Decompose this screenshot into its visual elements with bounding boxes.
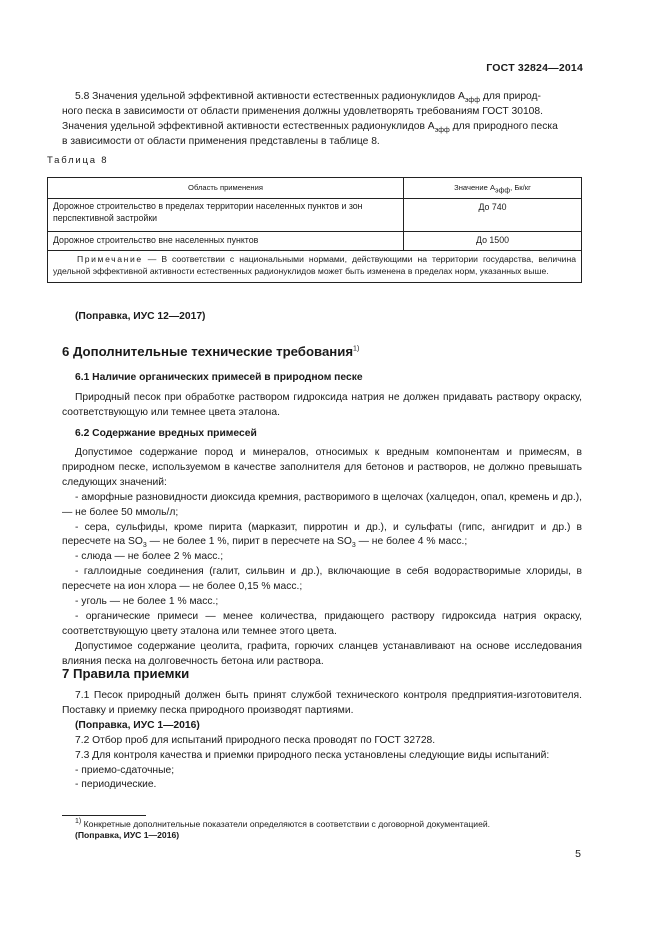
list-item: - периодические. bbox=[75, 779, 157, 791]
table-row bbox=[48, 199, 582, 232]
list-item: - аморфные разновидности диоксида кремния, растворимого в щелочах (халцедон, опал, кремень и др.), — не более 50 ммоль/л; bbox=[62, 491, 582, 518]
closing-paragraph: Допустимое содержание цеолита, графита, горючих сланцев устанавливают на основе исследования влияния песка на долговечность бетона или раствора. bbox=[62, 640, 582, 667]
paragraph-7-3: 7.3 Для контроля качества и приемки природного песка установлены следующие виды испытаний: bbox=[75, 749, 550, 761]
paragraph-7-2: 7.2 Отбор проб для испытаний природного песка проводят по ГОСТ 32728. bbox=[75, 734, 436, 746]
table-row bbox=[48, 232, 582, 251]
area-cell: Дорожное строительство вне населенных пунктов bbox=[48, 232, 404, 251]
line: 5.8 Значения удельной эффективной активности естественных радионуклидов $А_{эфф}$ для природ- bbox=[75, 91, 541, 105]
footnote-divider bbox=[62, 815, 146, 816]
col-area-header: Область применения bbox=[48, 178, 404, 199]
table-8 bbox=[47, 177, 582, 283]
line: ного песка в зависимости от области применения должны удовлетворять требованиям ГОСТ 30108. bbox=[62, 105, 543, 117]
subsection-6-2-body bbox=[62, 446, 582, 670]
standard-number: ГОСТ 32824—2014 bbox=[486, 62, 583, 74]
list-item: - органические примеси — менее количества, придающего раствору гидроксида натрия окраску, соответствующую цвету эталона или темнее этого цвета. bbox=[62, 610, 582, 637]
table-header-row bbox=[48, 178, 582, 199]
col-value-header: Значение $А_{эфф}$, Бк/кг bbox=[404, 178, 582, 199]
list-item: - уголь — не более 1 % масс.; bbox=[75, 596, 219, 608]
area-cell: Дорожное строительство в пределах территории населенных пунктов и зон перспективной застройки bbox=[48, 199, 404, 232]
list-item: - сера, сульфиды, кроме пирита (марказит, пирротин и др.), и сульфаты (гипс, ангидрит и др.) в пересчете на $SO_3$ — не более 1 %, пирит в пересчете на $SO_3$ — не более 4 % масс.; bbox=[62, 521, 582, 550]
intro-paragraph: Допустимое содержание пород и минералов, относимых к вредным компонентам и примесям, в природном песке, используемом в качестве заполнителя для бетонов и растворов, не должно превышать следующих значений: bbox=[62, 447, 582, 488]
footnote: $^{1)}$ Конкретные дополнительные показатели определяются в соответствии с договорной документацией. bbox=[75, 818, 491, 829]
amendment-note: (Поправка, ИУС 1—2016) bbox=[75, 719, 200, 731]
paragraph-5-8 bbox=[62, 90, 582, 150]
footnote-amendment: (Поправка, ИУС 1—2016) bbox=[75, 830, 180, 840]
subsection-6-1-title: 6.1 Наличие органических примесей в природном песке bbox=[75, 372, 363, 383]
list-item: - приемо-сдаточные; bbox=[75, 764, 175, 776]
value-cell: До 1500 bbox=[404, 232, 582, 251]
list-item: - слюда — не более 2 % масс.; bbox=[75, 551, 224, 563]
table-note: Примечание — В соответствии с национальными нормами, действующими на территории государства, величина удельной эффективной активности естественных радионуклидов может быть изменена в пределах норм, указанных выше. bbox=[48, 251, 582, 283]
section-7-body bbox=[62, 689, 582, 793]
subsection-6-2-title: 6.2 Содержание вредных примесей bbox=[75, 428, 257, 439]
amendment-note: (Поправка, ИУС 12—2017) bbox=[75, 311, 206, 322]
table-note-row bbox=[48, 251, 582, 283]
list-item: - галлоидные соединения (галит, сильвин и др.), включающие в себя водорастворимые хлориды, в пересчете на ион хлора — не более 0,15 % масс.; bbox=[62, 566, 582, 593]
subsection-6-1-text: Природный песок при обработке раствором гидроксида натрия не должен придавать раствору окраску, соответствующую или темнее цвета эталона. bbox=[62, 392, 582, 418]
value-cell: До 740 bbox=[404, 199, 582, 232]
line: в зависимости от области применения представлены в таблице 8. bbox=[62, 135, 380, 147]
table-caption: Таблица 8 bbox=[47, 155, 109, 166]
paragraph-7-1: 7.1 Песок природный должен быть принят службой технического контроля предприятия-изготовителя. Поставку и приемку песка природного производят партиями. bbox=[62, 690, 582, 716]
section-6-title: 6 Дополнительные технические требования$^{1)}$ bbox=[62, 344, 360, 359]
line: Значения удельной эффективной активности естественных радионуклидов $А_{эфф}$ для природного песка bbox=[62, 120, 558, 134]
section-7-title: 7 Правила приемки bbox=[62, 666, 190, 681]
page-number: 5 bbox=[575, 848, 581, 860]
